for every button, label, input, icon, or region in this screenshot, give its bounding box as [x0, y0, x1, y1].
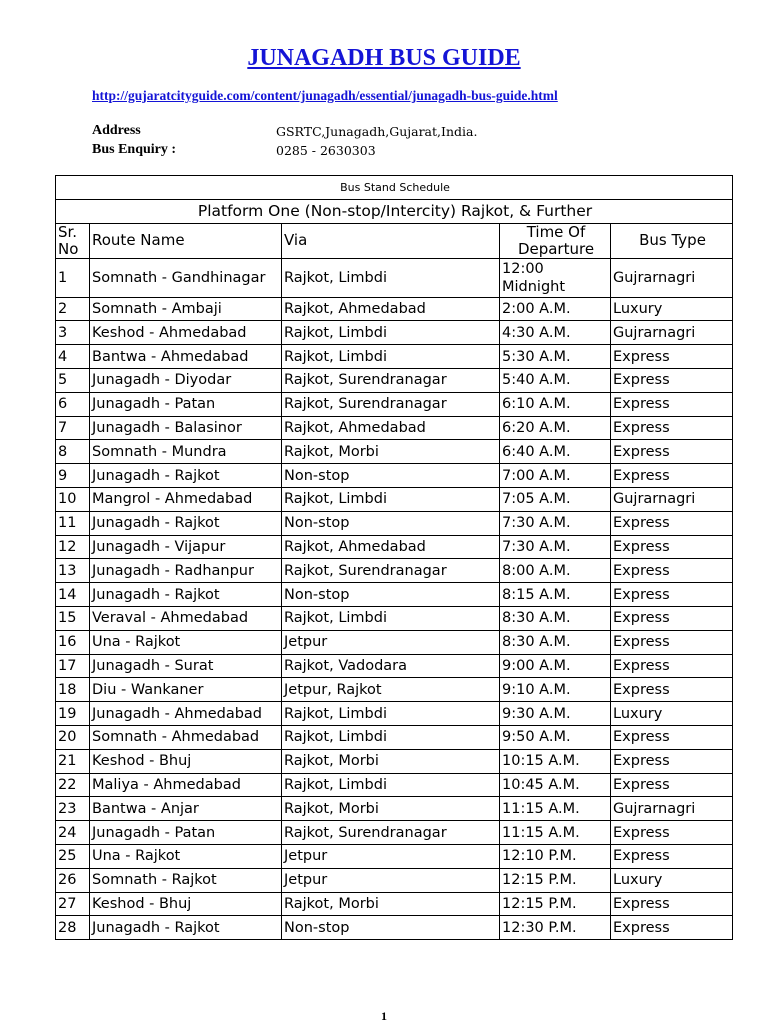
cell-departure-time: 7:30 A.M.	[500, 535, 611, 559]
cell-bus-type: Express	[611, 725, 733, 749]
table-row	[56, 606, 733, 630]
cell-via: Rajkot, Surendranagar	[282, 821, 500, 845]
cell-departure-time: 9:30 A.M.	[500, 702, 611, 726]
column-header-time-of-departure: Time Of Departure	[500, 223, 611, 258]
bus-schedule-table	[55, 175, 733, 940]
cell-route-name: Somnath - Mundra	[90, 440, 282, 464]
cell-sr-no: 19	[56, 702, 90, 726]
page-title: JUNAGADH BUS GUIDE	[247, 45, 521, 71]
cell-sr-no: 24	[56, 821, 90, 845]
cell-departure-time: 5:30 A.M.	[500, 345, 611, 369]
cell-bus-type: Express	[611, 773, 733, 797]
table-row	[56, 630, 733, 654]
cell-route-name: Junagadh - Vijapur	[90, 535, 282, 559]
address-label: Address	[92, 123, 141, 138]
bus-enquiry-value: 0285 - 2630303	[276, 143, 376, 158]
cell-bus-type: Express	[611, 749, 733, 773]
cell-bus-type: Express	[611, 606, 733, 630]
cell-route-name: Veraval - Ahmedabad	[90, 606, 282, 630]
cell-via: Rajkot, Limbdi	[282, 321, 500, 345]
table-row	[56, 725, 733, 749]
cell-via: Rajkot, Surendranagar	[282, 559, 500, 583]
cell-route-name: Mangrol - Ahmedabad	[90, 487, 282, 511]
cell-sr-no: 20	[56, 725, 90, 749]
cell-sr-no: 17	[56, 654, 90, 678]
cell-sr-no: 8	[56, 440, 90, 464]
cell-via: Non-stop	[282, 583, 500, 607]
cell-sr-no: 9	[56, 464, 90, 488]
cell-via: Jetpur, Rajkot	[282, 678, 500, 702]
cell-sr-no: 22	[56, 773, 90, 797]
table-row	[56, 797, 733, 821]
cell-bus-type: Express	[611, 440, 733, 464]
table-caption: Bus Stand Schedule	[56, 176, 733, 200]
cell-via: Rajkot, Limbdi	[282, 258, 500, 297]
table-row	[56, 821, 733, 845]
cell-departure-time: 2:00 A.M.	[500, 297, 611, 321]
cell-departure-time: 9:50 A.M.	[500, 725, 611, 749]
cell-route-name: Diu - Wankaner	[90, 678, 282, 702]
cell-via: Rajkot, Morbi	[282, 440, 500, 464]
table-row	[56, 702, 733, 726]
cell-bus-type: Express	[611, 916, 733, 940]
cell-bus-type: Express	[611, 844, 733, 868]
cell-via: Rajkot, Ahmedabad	[282, 535, 500, 559]
cell-sr-no: 23	[56, 797, 90, 821]
cell-via: Jetpur	[282, 630, 500, 654]
cell-sr-no: 11	[56, 511, 90, 535]
cell-departure-time: 7:00 A.M.	[500, 464, 611, 488]
cell-sr-no: 6	[56, 392, 90, 416]
cell-departure-time: 4:30 A.M.	[500, 321, 611, 345]
cell-via: Rajkot, Morbi	[282, 797, 500, 821]
cell-route-name: Keshod - Ahmedabad	[90, 321, 282, 345]
cell-via: Rajkot, Limbdi	[282, 606, 500, 630]
cell-sr-no: 5	[56, 368, 90, 392]
cell-route-name: Junagadh - Balasinor	[90, 416, 282, 440]
cell-bus-type: Express	[611, 535, 733, 559]
table-row	[56, 511, 733, 535]
cell-via: Rajkot, Limbdi	[282, 345, 500, 369]
table-row	[56, 583, 733, 607]
cell-via: Rajkot, Surendranagar	[282, 368, 500, 392]
cell-route-name: Somnath - Rajkot	[90, 868, 282, 892]
cell-bus-type: Express	[611, 368, 733, 392]
cell-bus-type: Express	[611, 392, 733, 416]
table-row	[56, 368, 733, 392]
cell-route-name: Una - Rajkot	[90, 844, 282, 868]
table-row	[56, 392, 733, 416]
cell-bus-type: Express	[611, 511, 733, 535]
cell-via: Rajkot, Limbdi	[282, 487, 500, 511]
cell-departure-time: 11:15 A.M.	[500, 821, 611, 845]
cell-sr-no: 1	[56, 258, 90, 297]
cell-sr-no: 10	[56, 487, 90, 511]
cell-departure-time: 8:30 A.M.	[500, 630, 611, 654]
cell-departure-time: 6:20 A.M.	[500, 416, 611, 440]
platform-row	[56, 199, 733, 223]
cell-bus-type: Express	[611, 559, 733, 583]
cell-departure-time: 10:15 A.M.	[500, 749, 611, 773]
table-row	[56, 916, 733, 940]
column-header-bus-type: Bus Type	[611, 223, 733, 258]
cell-bus-type: Gujrarnagri	[611, 797, 733, 821]
cell-via: Non-stop	[282, 916, 500, 940]
table-row	[56, 749, 733, 773]
table-row	[56, 535, 733, 559]
table-row	[56, 487, 733, 511]
cell-bus-type: Express	[611, 345, 733, 369]
table-row	[56, 892, 733, 916]
cell-via: Rajkot, Limbdi	[282, 773, 500, 797]
cell-departure-time: 10:45 A.M.	[500, 773, 611, 797]
cell-sr-no: 14	[56, 583, 90, 607]
table-row	[56, 654, 733, 678]
cell-route-name: Junagadh - Rajkot	[90, 511, 282, 535]
bus-enquiry-label: Bus Enquiry :	[92, 142, 177, 157]
cell-via: Jetpur	[282, 868, 500, 892]
cell-via: Rajkot, Morbi	[282, 892, 500, 916]
platform-heading: Platform One (Non-stop/Intercity) Rajkot, & Further	[56, 199, 733, 223]
cell-route-name: Bantwa - Anjar	[90, 797, 282, 821]
cell-route-name: Keshod - Bhuj	[90, 892, 282, 916]
cell-route-name: Bantwa - Ahmedabad	[90, 345, 282, 369]
cell-departure-time: 8:00 A.M.	[500, 559, 611, 583]
cell-route-name: Junagadh - Ahmedabad	[90, 702, 282, 726]
table-row	[56, 844, 733, 868]
cell-bus-type: Express	[611, 464, 733, 488]
column-header-sr-no: Sr. No	[56, 223, 90, 258]
cell-bus-type: Express	[611, 821, 733, 845]
cell-departure-time: 8:30 A.M.	[500, 606, 611, 630]
cell-sr-no: 25	[56, 844, 90, 868]
cell-route-name: Junagadh - Radhanpur	[90, 559, 282, 583]
cell-sr-no: 16	[56, 630, 90, 654]
cell-bus-type: Luxury	[611, 868, 733, 892]
cell-departure-time: 12:10 P.M.	[500, 844, 611, 868]
cell-departure-time: 12:00 Midnight	[500, 258, 611, 297]
cell-via: Rajkot, Limbdi	[282, 725, 500, 749]
cell-sr-no: 27	[56, 892, 90, 916]
cell-sr-no: 18	[56, 678, 90, 702]
cell-route-name: Junagadh - Surat	[90, 654, 282, 678]
table-caption-row	[56, 176, 733, 200]
cell-via: Non-stop	[282, 464, 500, 488]
cell-departure-time: 7:05 A.M.	[500, 487, 611, 511]
cell-sr-no: 21	[56, 749, 90, 773]
table-row	[56, 416, 733, 440]
cell-route-name: Maliya - Ahmedabad	[90, 773, 282, 797]
cell-route-name: Keshod - Bhuj	[90, 749, 282, 773]
column-header-route-name: Route Name	[90, 223, 282, 258]
cell-sr-no: 28	[56, 916, 90, 940]
address-value: GSRTC,Junagadh,Gujarat,India.	[276, 124, 478, 139]
cell-route-name: Junagadh - Rajkot	[90, 916, 282, 940]
cell-departure-time: 8:15 A.M.	[500, 583, 611, 607]
cell-departure-time: 12:30 P.M.	[500, 916, 611, 940]
cell-route-name: Somnath - Ahmedabad	[90, 725, 282, 749]
cell-bus-type: Gujrarnagri	[611, 487, 733, 511]
cell-sr-no: 7	[56, 416, 90, 440]
cell-bus-type: Luxury	[611, 297, 733, 321]
cell-via: Rajkot, Limbdi	[282, 702, 500, 726]
cell-route-name: Somnath - Gandhinagar	[90, 258, 282, 297]
cell-route-name: Junagadh - Rajkot	[90, 464, 282, 488]
cell-via: Rajkot, Ahmedabad	[282, 297, 500, 321]
cell-bus-type: Gujrarnagri	[611, 258, 733, 297]
cell-bus-type: Express	[611, 678, 733, 702]
table-row	[56, 440, 733, 464]
table-row	[56, 345, 733, 369]
cell-route-name: Una - Rajkot	[90, 630, 282, 654]
schedule-body	[56, 258, 733, 940]
cell-departure-time: 5:40 A.M.	[500, 368, 611, 392]
cell-departure-time: 11:15 A.M.	[500, 797, 611, 821]
cell-via: Rajkot, Morbi	[282, 749, 500, 773]
cell-via: Rajkot, Vadodara	[282, 654, 500, 678]
cell-sr-no: 13	[56, 559, 90, 583]
cell-route-name: Junagadh - Rajkot	[90, 583, 282, 607]
cell-departure-time: 6:10 A.M.	[500, 392, 611, 416]
cell-bus-type: Express	[611, 892, 733, 916]
cell-via: Jetpur	[282, 844, 500, 868]
table-row	[56, 297, 733, 321]
cell-departure-time: 12:15 P.M.	[500, 868, 611, 892]
cell-departure-time: 7:30 A.M.	[500, 511, 611, 535]
cell-bus-type: Express	[611, 654, 733, 678]
cell-sr-no: 12	[56, 535, 90, 559]
table-row	[56, 559, 733, 583]
cell-sr-no: 4	[56, 345, 90, 369]
cell-via: Rajkot, Surendranagar	[282, 392, 500, 416]
cell-via: Non-stop	[282, 511, 500, 535]
cell-departure-time: 12:15 P.M.	[500, 892, 611, 916]
cell-sr-no: 26	[56, 868, 90, 892]
cell-sr-no: 2	[56, 297, 90, 321]
table-row	[56, 678, 733, 702]
cell-bus-type: Express	[611, 583, 733, 607]
cell-route-name: Somnath - Ambaji	[90, 297, 282, 321]
cell-sr-no: 3	[56, 321, 90, 345]
source-link[interactable]: http://gujaratcityguide.com/content/junagadh/essential/junagadh-bus-guide.html	[92, 88, 558, 103]
cell-route-name: Junagadh - Patan	[90, 821, 282, 845]
cell-sr-no: 15	[56, 606, 90, 630]
cell-bus-type: Express	[611, 630, 733, 654]
cell-departure-time: 9:00 A.M.	[500, 654, 611, 678]
cell-bus-type: Express	[611, 416, 733, 440]
table-row	[56, 773, 733, 797]
column-header-via: Via	[282, 223, 500, 258]
column-header-row	[56, 223, 733, 258]
table-row	[56, 321, 733, 345]
cell-route-name: Junagadh - Diyodar	[90, 368, 282, 392]
table-row	[56, 868, 733, 892]
cell-departure-time: 6:40 A.M.	[500, 440, 611, 464]
page-number: 1	[381, 1009, 387, 1023]
cell-route-name: Junagadh - Patan	[90, 392, 282, 416]
cell-via: Rajkot, Ahmedabad	[282, 416, 500, 440]
table-row	[56, 258, 733, 297]
cell-bus-type: Luxury	[611, 702, 733, 726]
table-row	[56, 464, 733, 488]
cell-bus-type: Gujrarnagri	[611, 321, 733, 345]
cell-departure-time: 9:10 A.M.	[500, 678, 611, 702]
